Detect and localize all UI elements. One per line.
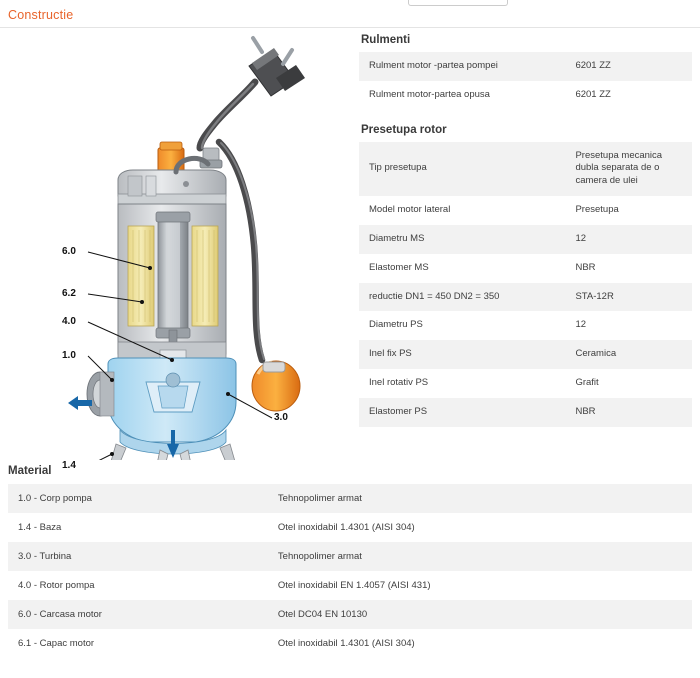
specs-column: [359, 34, 692, 441]
seal-key: Diametru PS: [359, 311, 565, 340]
material-key: 1.0 - Corp pompa: [8, 484, 268, 513]
table-row: [359, 369, 692, 398]
seal-key: Model motor lateral: [359, 196, 565, 225]
callout-1-0: 1.0: [62, 350, 76, 361]
seal-value: Presetupa mecanica dubla separata de o camera de ulei: [565, 142, 692, 196]
top-tab-artifact: [408, 0, 508, 6]
seal-key: reductie DN1 = 450 DN2 = 350: [359, 283, 565, 312]
material-key: 1.4 - Baza: [8, 513, 268, 542]
table-row: [359, 254, 692, 283]
material-value: Otel inoxidabil EN 1.4057 (AISI 431): [268, 571, 692, 600]
seal-value: Presetupa: [565, 196, 692, 225]
bearings-value: 6201 ZZ: [565, 52, 692, 81]
table-row: [8, 571, 692, 600]
material-key: 6.0 - Carcasa motor: [8, 600, 268, 629]
material-key: 6.1 - Capac motor: [8, 629, 268, 658]
material-key: 4.0 - Rotor pompa: [8, 571, 268, 600]
table-row: [8, 542, 692, 571]
seal-table: [359, 142, 692, 427]
material-table: [8, 484, 692, 658]
bearings-key: Rulment motor -partea pompei: [359, 52, 565, 81]
seal-value: 12: [565, 225, 692, 254]
material-value: Otel inoxidabil 1.4301 (AISI 304): [268, 629, 692, 658]
table-row: [359, 52, 692, 81]
callout-6-0: 6.0: [62, 246, 76, 257]
table-row: [359, 398, 692, 427]
table-row: [359, 142, 692, 196]
table-row: [359, 311, 692, 340]
pump-body: [108, 358, 236, 458]
material-heading: Material: [8, 465, 52, 477]
bearings-table: [359, 52, 692, 110]
seal-key: Inel rotativ PS: [359, 369, 565, 398]
callout-4-0: 4.0: [62, 316, 76, 327]
seal-value: 12: [565, 311, 692, 340]
seal-key: Elastomer PS: [359, 398, 565, 427]
table-row: [359, 225, 692, 254]
callout-6-2: 6.2: [62, 288, 76, 299]
page-title: Constructie: [8, 8, 74, 22]
seal-value: NBR: [565, 254, 692, 283]
discharge-outlet: [68, 372, 114, 416]
callout-1-4: 1.4: [62, 460, 76, 471]
table-row: [8, 600, 692, 629]
bearings-key: Rulment motor-partea opusa: [359, 81, 565, 110]
table-row: [8, 484, 692, 513]
bearings-value: 6201 ZZ: [565, 81, 692, 110]
seal-key: Elastomer MS: [359, 254, 565, 283]
table-row: [359, 283, 692, 312]
table-row: [359, 196, 692, 225]
table-row: [359, 81, 692, 110]
material-value: Otel inoxidabil 1.4301 (AISI 304): [268, 513, 692, 542]
callout-3-0: 3.0: [274, 412, 288, 423]
table-row: [8, 629, 692, 658]
table-row: [359, 340, 692, 369]
seal-heading: Presetupa rotor: [361, 123, 447, 136]
material-value: Tehnopolimer armat: [268, 542, 692, 571]
bearings-heading: Rulmenti: [361, 34, 411, 46]
power-cable: [200, 38, 305, 148]
seal-key: Diametru MS: [359, 225, 565, 254]
seal-value: Grafit: [565, 369, 692, 398]
seal-value: Ceramica: [565, 340, 692, 369]
seal-key: Inel fix PS: [359, 340, 565, 369]
seal-key: Tip presetupa: [359, 142, 565, 196]
table-row: [8, 513, 692, 542]
seal-value: NBR: [565, 398, 692, 427]
material-value: Tehnopolimer armat: [268, 484, 692, 513]
motor-housing: [118, 204, 226, 378]
material-value: Otel DC04 EN 10130: [268, 600, 692, 629]
seal-value: STA-12R: [565, 283, 692, 312]
title-divider: [0, 27, 700, 28]
material-key: 3.0 - Turbina: [8, 542, 268, 571]
float-switch: [252, 361, 300, 411]
material-section: [8, 465, 692, 658]
